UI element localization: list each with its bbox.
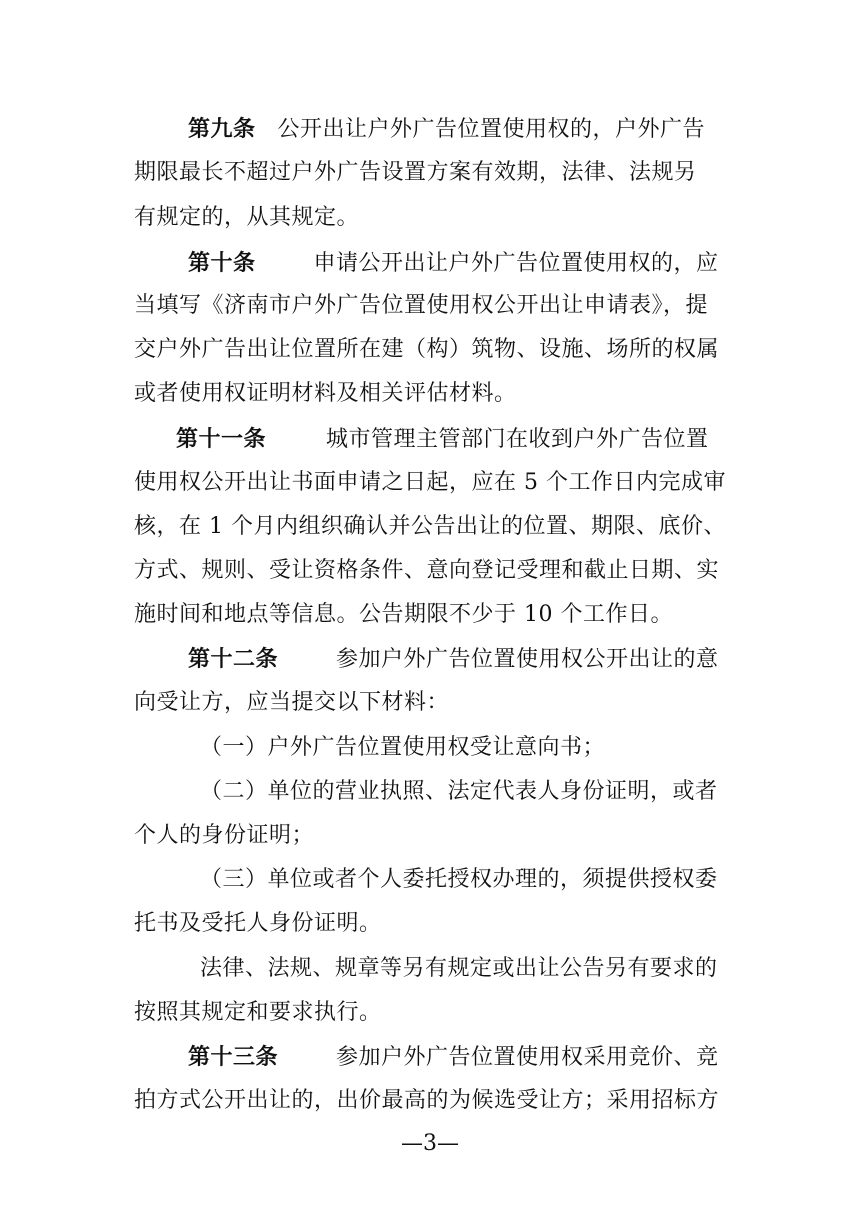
article-9-line-2: 期限最长不超过户外广告设置方案有效期，法律、法规另 [134, 160, 697, 185]
article-9-line-3: 有规定的，从其规定。 [134, 205, 360, 230]
article-13-line-1: 第十三条 参加户外广告位置使用权采用竞价、竞 [188, 1044, 719, 1070]
article-11-line-5: 施时间和地点等信息。公告期限不少于 10 个工作日。 [134, 602, 673, 627]
article-12-item-2-line-1: （二）单位的营业执照、法定代表人身份证明，或者 [200, 779, 718, 804]
article-11-line-3: 核，在 1 个月内组织确认并公告出让的位置、期限、底价、 [134, 514, 726, 539]
article-12-note-line-1: 法律、法规、规章等另有规定或出让公告另有要求的 [200, 956, 718, 981]
article-10-line-1: 第十条 申请公开出让户外广告位置使用权的，应 [188, 250, 719, 276]
article-10-heading: 第十条 [188, 250, 256, 276]
article-12-heading: 第十二条 [188, 646, 279, 672]
article-12-item-2-line-2: 个人的身份证明； [134, 823, 315, 848]
article-9-heading: 第九条 [188, 116, 256, 142]
article-12-item-3-line-2: 托书及受托人身份证明。 [134, 911, 382, 936]
article-11-line-2: 使用权公开出让书面申请之日起，应在 5 个工作日内完成审 [134, 470, 726, 495]
article-11-heading: 第十一条 [176, 426, 267, 452]
article-9-line-1: 第九条 公开出让户外广告位置使用权的，户外广告 [188, 116, 706, 142]
article-12-item-1: （一）户外广告位置使用权受让意向书； [200, 735, 606, 760]
article-12-item-3-line-1: （三）单位或者个人委托授权办理的，须提供授权委 [200, 867, 718, 892]
article-13-heading: 第十三条 [188, 1044, 279, 1070]
article-12-note-line-2: 按照其规定和要求执行。 [134, 1000, 382, 1025]
article-13-line-2: 拍方式公开出让的，出价最高的为候选受让方；采用招标方 [134, 1088, 720, 1113]
article-10-line-2: 当填写《济南市户外广告位置使用权公开出让申请表》，提 [134, 293, 709, 318]
article-12-line-1: 第十二条 参加户外广告位置使用权公开出让的意 [188, 646, 719, 672]
article-10-line-4: 或者使用权证明材料及相关评估材料。 [134, 381, 517, 406]
article-11-line-4: 方式、规则、受让资格条件、意向登记受理和截止日期、实 [134, 558, 720, 583]
article-10-line-3: 交户外广告出让位置所在建（构）筑物、设施、场所的权属 [134, 337, 720, 362]
article-12-line-2: 向受让方，应当提交以下材料： [134, 690, 450, 715]
article-11-line-1: 第十一条 城市管理主管部门在收到户外广告位置 [176, 426, 709, 452]
page-number: —3— [401, 1131, 459, 1156]
